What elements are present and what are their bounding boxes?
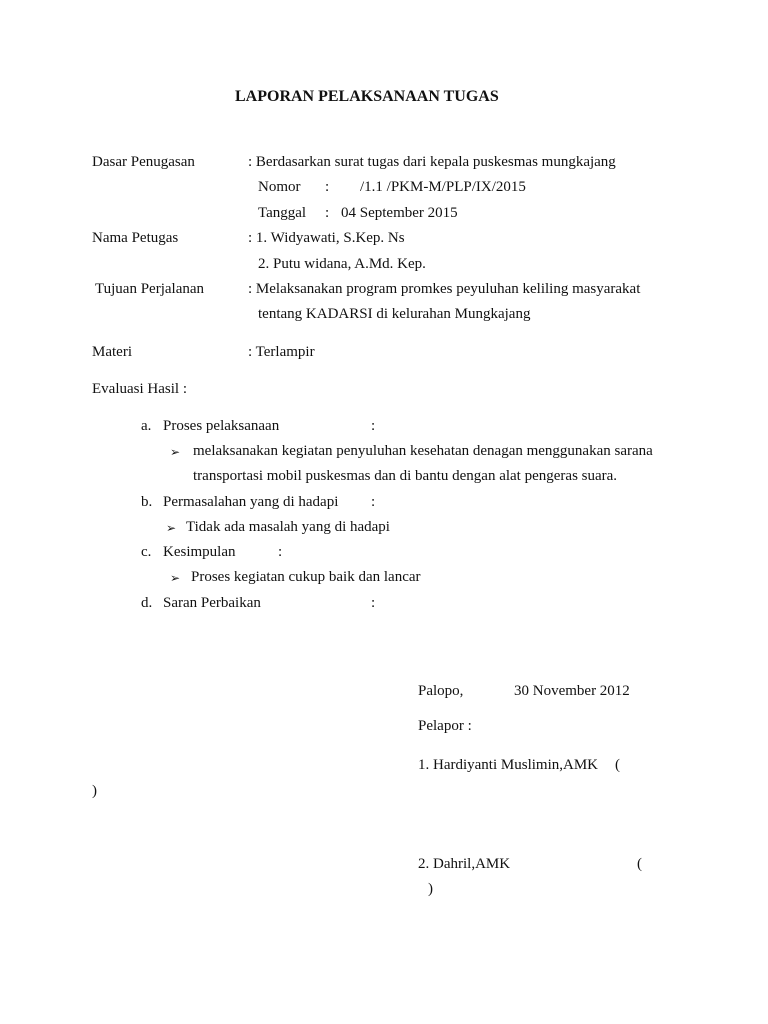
petugas-line-2: 2. Putu widana, A.Md. Kep. [258,256,426,272]
item-c-label: Kesimpulan [163,544,236,560]
signature-place: Palopo, [418,683,464,699]
tanggal-value: 04 September 2015 [341,205,458,221]
evaluasi-label: Evaluasi Hasil : [92,381,187,397]
item-b-bullet: Tidak ada masalah yang di hadapi [186,519,390,535]
tujuan-line-2: tentang KADARSI di kelurahan Mungkajang [258,306,531,322]
item-d-marker: d. [141,595,153,611]
item-b-marker: b. [141,494,153,510]
dasar-penugasan-label: Dasar Penugasan [92,154,195,170]
item-a-bullet-line-2: transportasi mobil puskesmas dan di bantu dengan alat pengeras suara. [193,468,618,484]
item-d-label: Saran Perbaikan [163,595,261,611]
document-title: LAPORAN PELAKSANAAN TUGAS [235,88,499,105]
bullet-arrow-icon: ➢ [166,521,177,535]
tanggal-colon: : [325,205,330,221]
nama-petugas-label: Nama Petugas [92,230,179,246]
item-d-colon: : [371,595,376,611]
bullet-arrow-icon: ➢ [170,445,181,459]
pelapor-label: Pelapor : [418,718,472,734]
item-a-bullet-line-1: melaksanakan kegiatan penyuluhan kesehatan denagan menggunakan sarana [193,443,653,459]
dasar-penugasan-value: : Berdasarkan surat tugas dari kepala puskesmas mungkajang [248,154,616,170]
reporter-2-name: 2. Dahril,AMK [418,856,511,872]
nomor-value: /1.1 /PKM-M/PLP/IX/2015 [360,179,526,195]
nomor-colon: : [325,179,330,195]
item-b-colon: : [371,494,376,510]
materi-value: : Terlampir [248,344,315,360]
item-c-marker: c. [141,544,152,560]
petugas-line-1: : 1. Widyawati, S.Kep. Ns [248,230,405,246]
item-a-colon: : [371,418,376,434]
signature-date: 30 November 2012 [514,683,630,699]
materi-label: Materi [92,344,132,360]
tujuan-perjalanan-label: Tujuan Perjalanan [95,281,205,297]
bullet-arrow-icon: ➢ [170,571,181,585]
tujuan-line-1: : Melaksanakan program promkes peyuluhan keliling masyarakat [248,281,641,297]
item-c-colon: : [278,544,283,560]
nomor-label: Nomor [258,179,301,195]
item-c-bullet: Proses kegiatan cukup baik dan lancar [191,569,421,585]
tanggal-label: Tanggal [258,205,307,221]
reporter-2-close-paren: ) [428,881,433,897]
item-b-label: Permasalahan yang di hadapi [163,494,339,510]
item-a-label: Proses pelaksanaan [163,418,280,434]
item-a-marker: a. [141,418,152,434]
reporter-1-name: 1. Hardiyanti Muslimin,AMK [418,757,598,773]
reporter-2-open-paren: ( [637,856,642,872]
reporter-1-close-paren: ) [92,783,97,799]
reporter-1-open-paren: ( [615,757,620,773]
